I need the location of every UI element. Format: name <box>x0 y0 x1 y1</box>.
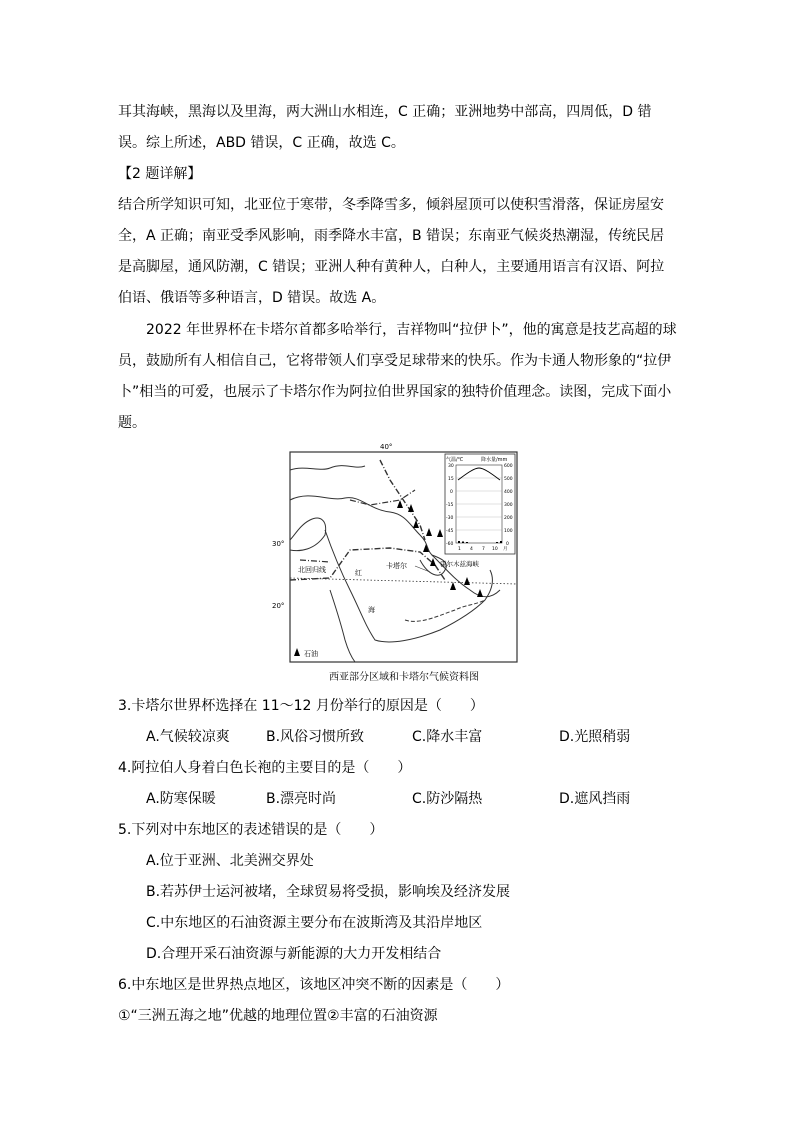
paragraph-line: 全，A 正确；南亚受季风影响，雨季降水丰富，B 错误；东南亚气候炎热潮湿，传统民居 <box>118 228 665 244</box>
qatar-label: 卡塔尔 <box>386 562 407 570</box>
precip-tick: 0 <box>506 542 509 547</box>
hormuz-label: 霍尔木兹海峡 <box>440 560 479 568</box>
precip-tick: 300 <box>504 503 513 508</box>
question-4-option-d[interactable]: D.遮风挡雨 <box>559 791 631 807</box>
month-tick: 7 <box>482 547 485 552</box>
lat-20-label: 20° <box>272 602 285 610</box>
question-3-stem: 3.卡塔尔世界杯选择在 11～12 月份举行的原因是（ ） <box>118 698 484 714</box>
map-caption: 西亚部分区域和卡塔尔气候资料图 <box>329 672 479 683</box>
precip-tick: 100 <box>504 529 513 534</box>
question-4-option-b[interactable]: B.漂亮时尚 <box>266 791 337 807</box>
temp-tick: -30 <box>446 516 454 521</box>
month-tick: 10 <box>492 547 498 552</box>
paragraph-line: 伯语、俄语等多种语言，D 错误。故选 A。 <box>118 290 386 306</box>
temp-tick: -15 <box>446 503 454 508</box>
temp-tick: -60 <box>446 542 454 547</box>
paragraph-line: 耳其海峡，黑海以及里海，两大洲山水相连，C 正确；亚洲地势中部高，四周低，D 错 <box>118 104 652 120</box>
paragraph-line: 是高脚屋，通风防潮，C 错误；亚洲人种有黄种人，白种人，主要通用语言有汉语、阿拉 <box>118 259 665 275</box>
precip-bar <box>500 541 502 543</box>
precip-tick: 500 <box>504 477 513 482</box>
precip-axis-label: 降水量/mm <box>481 457 508 463</box>
paragraph-line: 员，鼓励所有人相信自己，它将带领人们享受足球带来的快乐。作为卡通人物形象的“拉伊 <box>118 353 672 369</box>
paragraph-line: 题。 <box>118 415 146 431</box>
question-6-statements: ①“三洲五海之地”优越的地理位置②丰富的石油资源 <box>118 1008 438 1024</box>
question-4-stem: 4.阿拉伯人身着白色长袍的主要目的是（ ） <box>118 760 412 776</box>
precip-tick: 600 <box>504 464 513 469</box>
paragraph-line: 结合所学知识可知，北亚位于寒带，冬季降雪多，倾斜屋顶可以使积雪滑落，保证房屋安 <box>118 197 664 213</box>
lat-30-label: 30° <box>272 540 285 548</box>
question-5-option-d[interactable]: D.合理开采石油资源与新能源的大力开发相结合 <box>146 946 442 962</box>
question-5-option-c[interactable]: C.中东地区的石油资源主要分布在波斯湾及其沿岸地区 <box>146 915 483 931</box>
precip-tick: 400 <box>504 490 513 495</box>
temp-tick: -45 <box>446 529 454 534</box>
temp-tick: 15 <box>448 477 454 482</box>
tropic-label: 北回归线 <box>298 566 326 574</box>
paragraph-line: 2022 年世界杯在卡塔尔首都多哈举行，吉祥物叫“拉伊卜”，他的寓意是技艺高超的球 <box>146 322 677 338</box>
temp-tick: 30 <box>448 464 454 469</box>
month-tick: 1 <box>458 547 461 552</box>
question-4-option-a[interactable]: A.防寒保暖 <box>146 791 216 807</box>
precip-tick: 200 <box>504 516 513 521</box>
question-5-option-a[interactable]: A.位于亚洲、北美洲交界处 <box>146 853 314 869</box>
west-asia-map <box>270 440 530 666</box>
question-3-option-a[interactable]: A.气候较凉爽 <box>146 729 230 745</box>
question-6-stem: 6.中东地区是世界热点地区，该地区冲突不断的因素是（ ） <box>118 977 510 993</box>
temp-axis-label: 气温/℃ <box>446 457 464 463</box>
question-5-stem: 5.下列对中东地区的表述错误的是（ ） <box>118 822 384 838</box>
question-3-option-d[interactable]: D.光照稍弱 <box>559 729 631 745</box>
question-3-option-c[interactable]: C.降水丰富 <box>412 729 483 745</box>
precip-bar <box>466 542 468 543</box>
question-5-option-b[interactable]: B.若苏伊士运河被堵，全球贸易将受损，影响埃及经济发展 <box>146 884 511 900</box>
paragraph-line: 误。综上所述，ABD 错误，C 正确，故选 C。 <box>118 135 405 151</box>
precip-bar <box>496 542 498 543</box>
paragraph-line: 卜”相当的可爱，也展示了卡塔尔作为阿拉伯世界国家的独特价值理念。读图，完成下面小 <box>118 384 672 400</box>
precip-bar <box>462 542 464 544</box>
precip-bar <box>458 541 460 543</box>
month-tick: 月 <box>503 547 508 552</box>
month-tick: 4 <box>470 547 473 552</box>
temp-tick: 0 <box>450 490 453 495</box>
red-sea-label-1: 红 <box>355 569 362 577</box>
question-3-option-b[interactable]: B.风俗习惯所致 <box>266 729 365 745</box>
question-4-option-c[interactable]: C.防沙隔热 <box>412 791 483 807</box>
section-heading: 【2 题详解】 <box>118 166 202 182</box>
red-sea-label-2: 海 <box>368 606 375 614</box>
legend-oil-label: 石油 <box>304 650 318 658</box>
lon-label: 40° <box>380 443 393 451</box>
